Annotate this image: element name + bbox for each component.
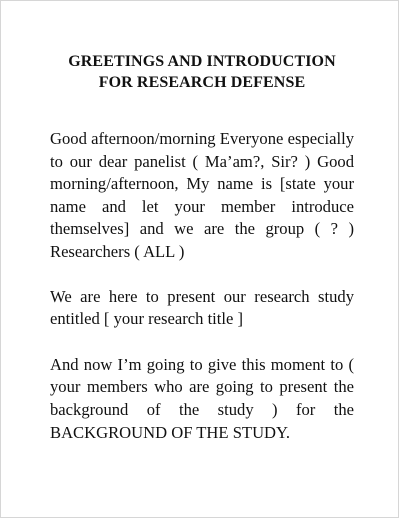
greeting-paragraph: Good afternoon/morning Everyone especially to our dear panelist ( Ma’am?, Sir? ) Good morning/afternoon, My name is [state your name and let your member introduce themselves] and we are the group ( ? ) Researchers ( ALL ) — [50, 129, 354, 261]
study-title-paragraph: We are here to present our research study entitled [ your research title ] — [50, 286, 354, 329]
document-title — [50, 51, 354, 93]
handover-paragraph: And now I’m going to give this moment to ( your members who are going to present the background of the study ) for the BACKGROUND OF THE STUDY. — [50, 354, 354, 442]
title-line-1: GREETINGS AND INTRODUCTION — [68, 53, 336, 70]
document-content — [50, 51, 354, 444]
title-line-2: FOR RESEARCH DEFENSE — [98, 74, 306, 91]
